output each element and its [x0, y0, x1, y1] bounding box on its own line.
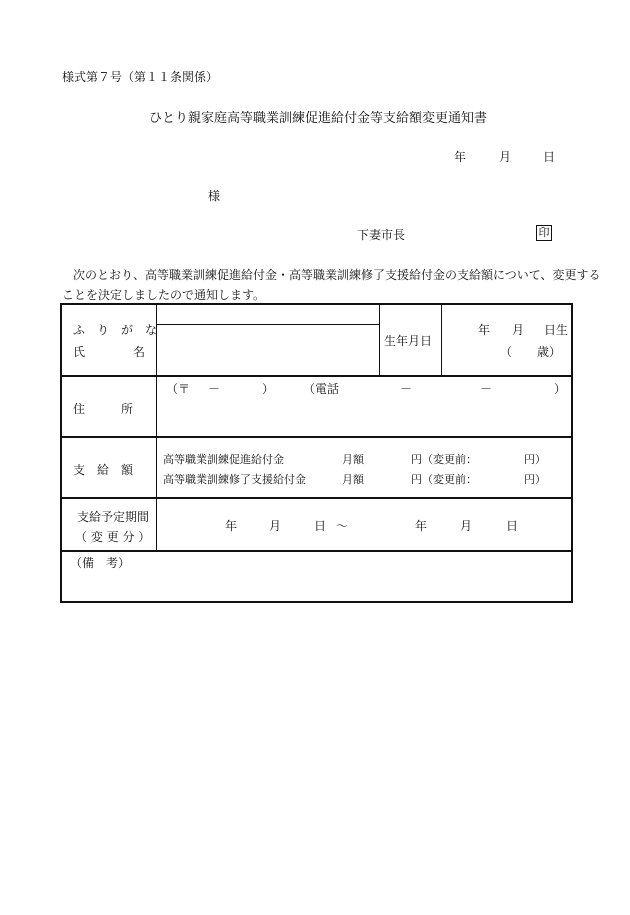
amount-1-name: 高等職業訓練促進給付金	[163, 453, 284, 466]
body-line-2: ことを決定しましたので通知します。	[62, 288, 266, 302]
amount-2-close: 円）	[524, 473, 546, 486]
address-label: 住 所	[73, 402, 134, 416]
form-number: 様式第７号（第１１条関係）	[62, 70, 219, 84]
tel-open: （電話	[303, 382, 340, 396]
remarks-label: （備 考）	[70, 556, 131, 570]
amount-2-name: 高等職業訓練修了支援給付金	[163, 473, 306, 486]
age-close: 歳）	[537, 345, 562, 359]
amount-2-monthly: 月額	[342, 473, 364, 486]
document-title: ひとり親家庭高等職業訓練促進給付金等支給額変更通知書	[149, 111, 488, 126]
period-end-day: 日	[506, 519, 519, 533]
name-label: 氏 名	[73, 345, 146, 359]
period-end-month: 月	[460, 519, 473, 533]
birth-year: 年	[478, 323, 491, 337]
birth-day: 日生	[544, 323, 569, 337]
date-day: 日	[543, 150, 556, 164]
period-tilde: ～	[336, 519, 349, 533]
birth-date-label: 生年月日	[384, 334, 433, 348]
period-label-1: 支給予定期間	[77, 510, 150, 524]
period-start-year: 年	[225, 519, 238, 533]
amount-label: 支 給 額	[73, 463, 134, 477]
amount-1-monthly: 月額	[342, 453, 364, 466]
amount-1-before: 円（変更前：	[411, 453, 477, 466]
period-start-month: 月	[269, 519, 282, 533]
amount-2-before: 円（変更前：	[411, 473, 477, 486]
furigana-label: ふ り が な	[73, 323, 158, 337]
period-label-2: （ 変 更 分 ）	[75, 530, 151, 544]
seal-mark: 印	[536, 225, 552, 241]
body-line-1: 次のとおり、高等職業訓練促進給付金・高等職業訓練修了支援給付金の支給額について、変更する	[73, 268, 601, 282]
amount-1-close: 円）	[524, 453, 546, 466]
date-month: 月	[499, 150, 512, 164]
birth-month: 月	[512, 323, 525, 337]
postal-dash: －	[208, 382, 221, 396]
period-start-day: 日	[314, 519, 327, 533]
issuer-name: 下妻市長	[357, 228, 406, 242]
period-end-year: 年	[415, 519, 428, 533]
tel-close: ）	[554, 382, 567, 396]
postal-close: ）	[262, 382, 275, 396]
tel-dash-2: －	[480, 382, 493, 396]
age-open: （	[500, 345, 513, 359]
recipient-suffix: 様	[208, 189, 221, 203]
date-year: 年	[454, 150, 467, 164]
postal-open: （〒	[166, 382, 191, 396]
tel-dash-1: －	[400, 382, 413, 396]
